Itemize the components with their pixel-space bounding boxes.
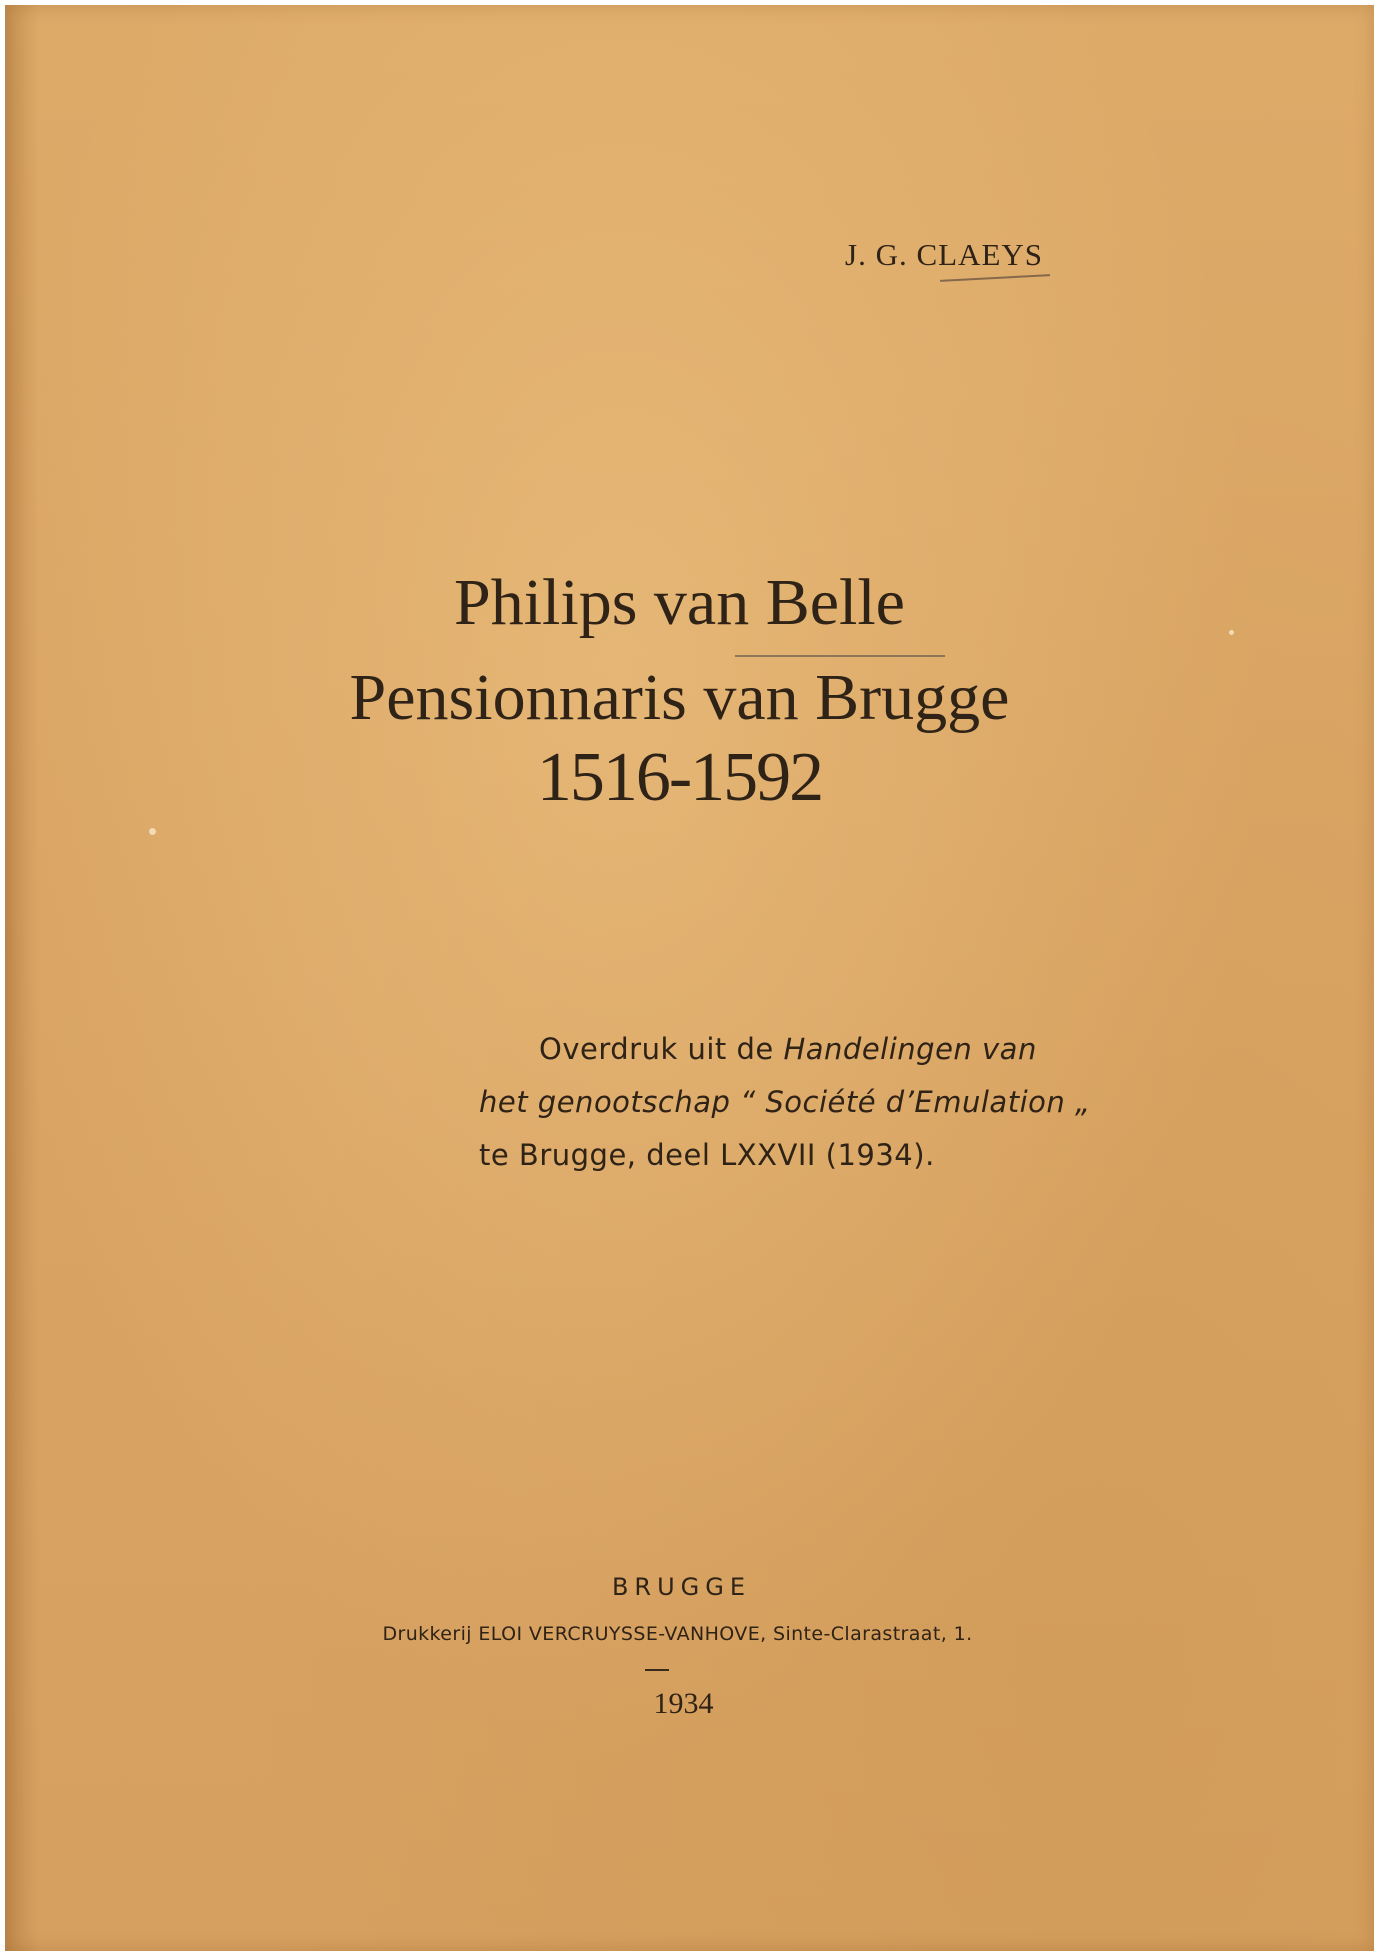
spine-shadow [5, 5, 39, 1951]
reprint-line-1 [479, 1023, 1091, 1076]
reprint-note [479, 1023, 1091, 1182]
reprint-line-1-plain: Overdruk uit de [539, 1032, 784, 1066]
printer-imprint: Drukkerij ELOI VERCRUYSSE-VANHOVE, Sinte-Clarastraat, 1. [382, 1623, 973, 1645]
reprint-line-3 [479, 1129, 1091, 1182]
reprint-line-2-italic: het genootschap “ Société d’Emulation „ [479, 1085, 1091, 1119]
pencil-underline [735, 655, 945, 657]
title-years: 1516-1592 [536, 739, 823, 816]
author-name: J. G. CLAEYS [845, 237, 1044, 272]
title-line-1: Philips van Belle [454, 566, 905, 639]
divider [645, 1669, 669, 1671]
title-line-2: Pensionnaris van Brugge [349, 661, 1010, 734]
publication-place: BRUGGE [611, 1573, 752, 1601]
book-cover [5, 5, 1374, 1951]
paper-speck [149, 828, 156, 835]
reprint-line-1-italic: Handelingen van [783, 1032, 1037, 1066]
reprint-line-3-plain: te Brugge, deel LXXVII (1934). [479, 1138, 935, 1172]
reprint-line-2 [479, 1076, 1091, 1129]
pencil-underline [940, 274, 1050, 282]
publication-year: 1934 [653, 1687, 714, 1720]
